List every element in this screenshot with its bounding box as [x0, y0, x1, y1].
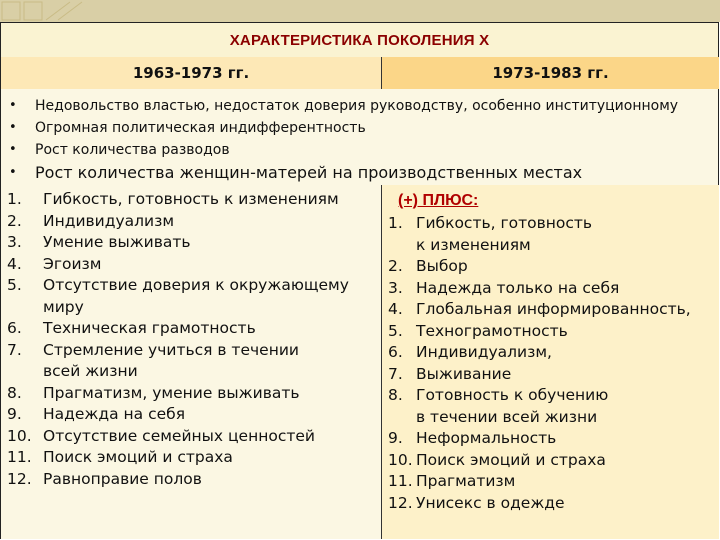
period-header-row — [1, 57, 718, 90]
traits-list — [1, 185, 381, 490]
list-item: 6. Индивидуализм, — [388, 343, 552, 361]
list-item: 7. Выживание — [388, 364, 512, 383]
list-item: 6. Техническая грамотность — [7, 319, 256, 337]
bullet-item: • Рост количества разводов — [9, 139, 718, 161]
list-item: 9. Надежда на себя — [7, 405, 186, 423]
list-item: 12. Равноправие полов — [7, 469, 202, 488]
generation-table — [0, 22, 719, 539]
bullet-item: • Недовольство властью, недостаток доверия руководству, особенно институционному — [9, 95, 718, 117]
list-item: 11. Поиск эмоций и страха — [7, 448, 233, 466]
list-item: 5. Технограмотность — [388, 321, 568, 340]
pluses-list — [382, 213, 719, 514]
bullet-item: • Огромная политическая индифферентность — [9, 117, 718, 139]
list-item: всей жизни — [43, 362, 138, 380]
top-decorative-strip — [0, 0, 720, 22]
bullet-section — [1, 89, 718, 186]
list-item: миру — [43, 297, 84, 316]
list-item: 2. Выбор — [388, 257, 468, 275]
list-item: 8. Готовность к обучению — [388, 386, 609, 404]
list-item: 2. Индивидуализм — [7, 211, 175, 230]
lists-section — [1, 185, 718, 539]
table-title: ХАРАКТЕРИСТИКА ПОКОЛЕНИЯ Х — [229, 32, 490, 49]
list-item: 3. Умение выживать — [7, 233, 191, 251]
list-item: 1. Гибкость, готовность к изменениям — [7, 190, 339, 208]
list-item: 3. Надежда только на себя — [388, 278, 620, 297]
table-title-row — [1, 23, 718, 58]
bullet-icon: • — [9, 142, 17, 157]
pluses-column — [382, 185, 719, 539]
period-right: 1973-1983 гг. — [382, 57, 719, 89]
corner-decoration — [0, 0, 90, 22]
list-item: 12. Унисекс в одежде — [388, 493, 565, 512]
list-item: 4. Глобальная информированность, — [388, 300, 691, 318]
list-item: 7. Стремление учиться в течении — [7, 340, 299, 359]
list-item: 10. Отсутствие семейных ценностей — [7, 426, 316, 445]
list-item: 9. Неформальность — [388, 429, 557, 447]
list-item: к изменениям — [416, 235, 531, 254]
plus-heading: (+) ПЛЮС: — [398, 192, 479, 209]
period-left: 1963-1973 гг. — [1, 57, 382, 89]
list-item: 4. Эгоизм — [7, 254, 102, 273]
bullet-icon: • — [9, 98, 17, 113]
list-item: 10. Поиск эмоций и страха — [388, 450, 606, 469]
bullet-icon: • — [9, 120, 17, 135]
traits-column — [1, 185, 382, 539]
list-item: в течении всей жизни — [416, 407, 598, 426]
bullet-list — [1, 89, 718, 185]
bullet-icon: • — [9, 165, 17, 180]
list-item: 8. Прагматизм, умение выживать — [7, 383, 300, 402]
list-item: 1. Гибкость, готовность — [388, 214, 593, 232]
list-item: 11. Прагматизм — [388, 472, 516, 490]
bullet-item: • Рост количества женщин-матерей на производственных местах — [9, 161, 718, 185]
list-item: 5. Отсутствие доверия к окружающему — [7, 276, 349, 294]
